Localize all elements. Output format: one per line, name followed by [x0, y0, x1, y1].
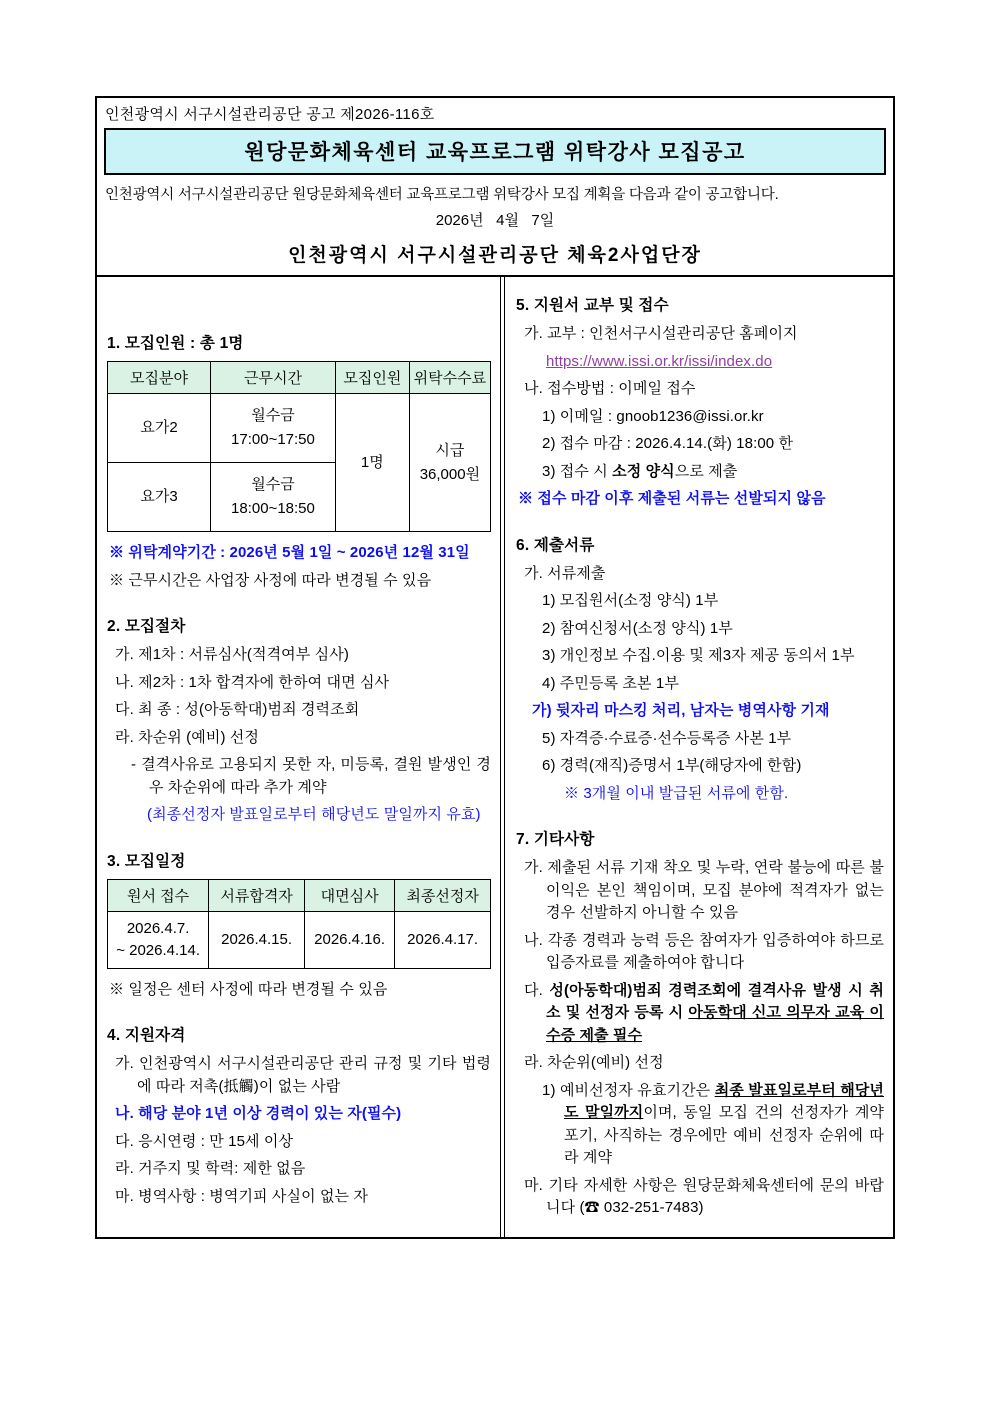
- submission-method-line: 나. 접수방법 : 이메일 접수: [524, 380, 696, 397]
- submission-email-line: 1) 이메일 : gnoob1236@issi.or.kr: [542, 407, 764, 425]
- other-da: [516, 980, 884, 1048]
- apply-line1: 2026.4.7.: [126, 919, 190, 937]
- cell-days: 월수금: [251, 476, 295, 493]
- cell-time-yoga3: [211, 463, 336, 532]
- col-header-field: 모집분야: [108, 362, 211, 394]
- col-header-worktime: 근무시간: [211, 362, 336, 394]
- document-item-1: 1) 모집원서(소정 양식) 1부: [542, 592, 719, 609]
- cell-field-yoga3: 요가3: [108, 463, 211, 532]
- submission-format-line: [516, 461, 884, 484]
- documents-ga: 가. 서류제출: [524, 564, 606, 582]
- col-header-fee: 위탁수수료: [409, 362, 490, 394]
- col-header-count: 모집인원: [335, 362, 409, 394]
- table-row: [108, 394, 491, 463]
- deadline-warning-note: ※ 접수 마감 이후 제출된 서류는 선발되지 않음: [518, 490, 826, 507]
- contract-period-note: ※ 위탁계약기간 : 2026년 5월 1일 ~ 2026년 12월 31일: [109, 544, 470, 561]
- cell-apply-period: [108, 911, 209, 968]
- reserve-validity-pre: 1) 예비선정자 유효기간은: [542, 1081, 715, 1099]
- cell-fee: [409, 394, 490, 532]
- cell-docpass-date: 2026.4.15.: [209, 911, 305, 968]
- col-header-final: 최종선정자: [395, 879, 491, 911]
- table-row: [108, 911, 491, 968]
- title-banner: [104, 128, 886, 175]
- table-header-row: [108, 362, 491, 394]
- table-header-row: [108, 879, 491, 911]
- document-header: [97, 98, 893, 275]
- cell-interview-date: 2026.4.16.: [304, 911, 394, 968]
- other-ma-contact: 마. 기타 자세한 사항은 원당문화체육센터에 문의 바랍니다 (☎ 032-251-7483): [524, 1176, 884, 1216]
- documents-validity-note: ※ 3개월 이내 발급된 서류에 한함.: [564, 784, 789, 802]
- process-validity-note: (최종선정자 발표일로부터 해당년도 말일까지 유효): [147, 806, 481, 823]
- qualification-ra: 라. 거주지 및 학력: 제한 없음: [115, 1160, 306, 1177]
- section-recruit-process: [107, 614, 491, 827]
- section-schedule: [107, 849, 491, 1002]
- other-ra-1: [516, 1080, 884, 1170]
- right-column: [504, 277, 893, 1237]
- process-step-4: 라. 차순위 (예비) 선정: [115, 728, 259, 746]
- process-step-4-detail: - 결격사유로 고용되지 못한 자, 미등록, 결원 발생인 경우 차순위에 따라 추가 계약: [131, 756, 491, 796]
- process-step-3: 다. 최 종 : 성(아동학대)범죄 경력조회: [115, 701, 360, 718]
- section6-heading: 6. 제출서류: [516, 536, 595, 554]
- process-step-1: 가. 제1차 : 서류심사(적격여부 심사): [115, 646, 349, 663]
- section7-heading: 7. 기타사항: [516, 831, 595, 848]
- schedule-table-body: [108, 911, 491, 968]
- document-item-4-sub: 가) 뒷자리 마스킹 처리, 남자는 병역사항 기재: [532, 702, 830, 719]
- other-da-label: 다.: [524, 981, 550, 999]
- document-item-4: 4) 주민등록 초본 1부: [542, 674, 679, 692]
- schedule-table-head: [108, 879, 491, 911]
- format-text-pre: 3) 접수 시: [542, 462, 613, 480]
- intro-text: 인천광역시 서구시설관리공단 원당문화체육센터 교육프로그램 위탁강사 모집 계획을 다음과 같이 공고합니다.: [105, 187, 779, 203]
- cell-hours: 17:00~17:50: [231, 431, 315, 448]
- other-ga: 가. 제출된 서류 기재 착오 및 누락, 연락 불능에 따른 불이익은 본인 책임이며, 모집 분야에 적격자가 없는 경우 선발하지 아니할 수 있음: [524, 859, 884, 921]
- section-required-documents: [516, 533, 884, 806]
- qualification-ga: 가. 인천광역시 서구시설관리공단 관리 규정 및 기타 법령에 따라 저촉(抵觸)이 없는 사람: [115, 1055, 491, 1095]
- homepage-link[interactable]: https://www.issi.or.kr/issi/index.do: [546, 352, 773, 370]
- document-item-6: 6) 경력(재직)증명서 1부(해당자에 한함): [542, 757, 802, 774]
- cell-final-date: 2026.4.17.: [395, 911, 491, 968]
- qualification-da: 다. 응시연령 : 만 15세 이상: [115, 1132, 294, 1150]
- signer-title: 인천광역시 서구시설관리공단 체육2사업단장: [288, 245, 702, 266]
- page-title: 원당문화체육센터 교육프로그램 위탁강사 모집공고: [244, 141, 746, 164]
- schedule-change-note: ※ 일정은 센터 사정에 따라 변경될 수 있음: [109, 980, 388, 998]
- recruit-table-head: [108, 362, 491, 394]
- col-header-interview: 대면심사: [304, 879, 394, 911]
- left-column: [97, 277, 501, 1237]
- distribution-line: 가. 교부 : 인천서구시설관리공단 홈페이지: [524, 325, 798, 342]
- fee-line2: 36,000원: [419, 465, 481, 483]
- section-recruit-headcount: [107, 331, 491, 592]
- format-text-bold: 소정 양식: [612, 462, 675, 480]
- reserve-validity-post: 이며, 동일 모집 건의 선정자가 계약포기, 사직하는 경우에만 예비 선정자 순위에 따라 계약: [564, 1104, 884, 1166]
- section3-heading: 3. 모집일정: [107, 852, 186, 870]
- qualification-ma: 마. 병역사항 : 병역기피 사실이 없는 자: [115, 1187, 368, 1205]
- col-header-docpass: 서류합격자: [209, 879, 305, 911]
- cell-hours: 18:00~18:50: [231, 500, 315, 517]
- announcement-date: 2026년 4월 7일: [435, 212, 555, 229]
- format-text-post: 으로 제출: [674, 462, 738, 480]
- section-other-matters: [516, 827, 884, 1220]
- section-qualifications: [107, 1023, 491, 1208]
- cell-days: 월수금: [251, 407, 295, 424]
- cell-time-yoga2: [211, 394, 336, 463]
- other-da-bold: 성(아동학대)범죄 경력조회에 결격사유 발생 시 취소 및 선정자 등록 시: [546, 981, 884, 1021]
- worktime-change-note: ※ 근무시간은 사업장 사정에 따라 변경될 수 있음: [109, 571, 432, 589]
- section2-heading: 2. 모집절차: [107, 618, 186, 635]
- process-step-2: 나. 제2차 : 1차 합격자에 한하여 대면 심사: [115, 673, 390, 691]
- reserve-validity-period: 최종 발표일로부터 해당년도 말일까지: [564, 1081, 885, 1121]
- other-ra: 라. 차순위(예비) 선정: [524, 1054, 664, 1071]
- apply-line2: ~ 2026.4.14.: [116, 941, 201, 959]
- homepage-link-line: [516, 351, 884, 374]
- cell-count: 1명: [335, 394, 409, 532]
- section1-heading: 1. 모집인원 : 총 1명: [107, 335, 244, 352]
- document-body: [97, 275, 893, 1237]
- other-na: 나. 각종 경력과 능력 등은 참여자가 입증하여야 하므로 입증자료를 제출하여야 합니다: [524, 931, 884, 971]
- cell-field-yoga2: 요가2: [108, 394, 211, 463]
- section-application-submission: [516, 293, 884, 511]
- recruit-table-body: [108, 394, 491, 532]
- recruit-table: [107, 361, 491, 532]
- fee-line1: 시급: [435, 441, 465, 459]
- col-header-apply: 원서 접수: [108, 879, 209, 911]
- announcement-document: [95, 96, 895, 1239]
- document-item-2: 2) 참여신청서(소정 양식) 1부: [542, 619, 733, 637]
- notice-number: 인천광역시 서구시설관리공단 공고 제2026-116호: [105, 106, 435, 123]
- section5-heading: 5. 지원서 교부 및 접수: [516, 297, 669, 314]
- schedule-table: [107, 879, 491, 969]
- document-item-5: 5) 자격증·수료증·선수등록증 사본 1부: [542, 729, 792, 747]
- qualification-na-required: 나. 해당 분야 1년 이상 경력이 있는 자(필수): [115, 1105, 402, 1122]
- document-item-3: 3) 개인정보 수집.이용 및 제3자 제공 동의서 1부: [542, 647, 855, 664]
- section4-heading: 4. 지원자격: [107, 1027, 186, 1044]
- submission-deadline-line: 2) 접수 마감 : 2026.4.14.(화) 18:00 한: [542, 435, 794, 452]
- other-da-underlined: 아동학대 신고 의무자 교육 이수증 제출 필수: [546, 1004, 884, 1044]
